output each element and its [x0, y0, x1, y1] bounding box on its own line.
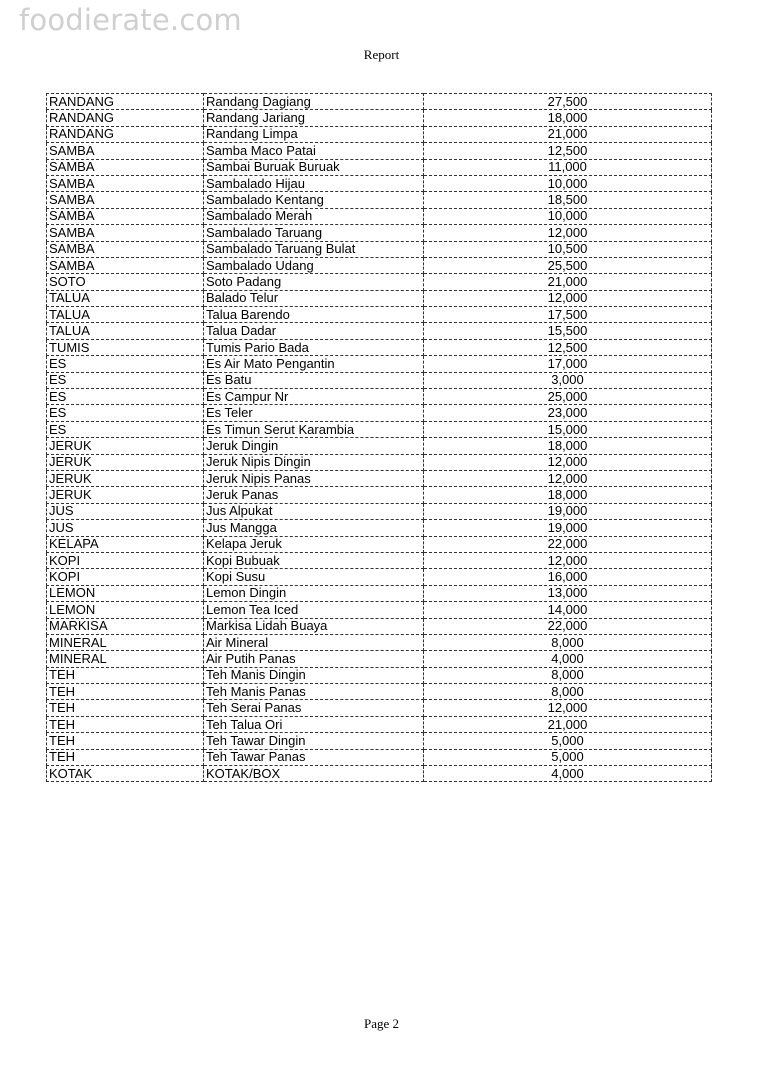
- price-cell: 10,000: [424, 175, 712, 191]
- table-row: [47, 684, 712, 700]
- item-name-cell: Sambai Buruak Buruak: [204, 159, 424, 175]
- category-cell: TALUA: [47, 323, 204, 339]
- category-cell: JERUK: [47, 487, 204, 503]
- item-name-cell: Jeruk Panas: [204, 487, 424, 503]
- item-name-cell: Es Timun Serut Karambia: [204, 421, 424, 437]
- table-row: [47, 274, 712, 290]
- item-name-cell: Talua Barendo: [204, 307, 424, 323]
- price-table: [46, 93, 712, 782]
- price-cell: 12,000: [424, 700, 712, 716]
- price-cell: 12,000: [424, 470, 712, 486]
- price-cell: 21,000: [424, 274, 712, 290]
- price-cell: 8,000: [424, 634, 712, 650]
- price-cell: 16,000: [424, 569, 712, 585]
- category-cell: KOPI: [47, 569, 204, 585]
- table-row: [47, 339, 712, 355]
- table-row: [47, 307, 712, 323]
- price-cell: 10,500: [424, 241, 712, 257]
- category-cell: ES: [47, 389, 204, 405]
- table-row: [47, 241, 712, 257]
- item-name-cell: Jeruk Nipis Dingin: [204, 454, 424, 470]
- item-name-cell: Lemon Dingin: [204, 585, 424, 601]
- item-name-cell: Teh Manis Panas: [204, 684, 424, 700]
- item-name-cell: Randang Jariang: [204, 110, 424, 126]
- table-row: [47, 602, 712, 618]
- category-cell: RANDANG: [47, 94, 204, 110]
- category-cell: JUS: [47, 520, 204, 536]
- category-cell: KELAPA: [47, 536, 204, 552]
- item-name-cell: Sambalado Merah: [204, 208, 424, 224]
- item-name-cell: Samba Maco Patai: [204, 143, 424, 159]
- price-cell: 12,000: [424, 225, 712, 241]
- table-row: [47, 290, 712, 306]
- item-name-cell: Jeruk Dingin: [204, 438, 424, 454]
- category-cell: LEMON: [47, 585, 204, 601]
- price-cell: 8,000: [424, 684, 712, 700]
- item-name-cell: Sambalado Kentang: [204, 192, 424, 208]
- table-row: [47, 733, 712, 749]
- item-name-cell: Sambalado Hijau: [204, 175, 424, 191]
- price-cell: 12,500: [424, 339, 712, 355]
- price-cell: 12,000: [424, 552, 712, 568]
- item-name-cell: Tumis Pario Bada: [204, 339, 424, 355]
- table-row: [47, 749, 712, 765]
- price-cell: 21,000: [424, 716, 712, 732]
- price-cell: 12,000: [424, 454, 712, 470]
- price-cell: 23,000: [424, 405, 712, 421]
- table-row: [47, 569, 712, 585]
- item-name-cell: Teh Serai Panas: [204, 700, 424, 716]
- price-cell: 25,500: [424, 257, 712, 273]
- category-cell: RANDANG: [47, 126, 204, 142]
- table-row: [47, 700, 712, 716]
- item-name-cell: Randang Limpa: [204, 126, 424, 142]
- category-cell: KOTAK: [47, 766, 204, 782]
- item-name-cell: Talua Dadar: [204, 323, 424, 339]
- table-row: [47, 438, 712, 454]
- item-name-cell: Jus Alpukat: [204, 503, 424, 519]
- table-row: [47, 421, 712, 437]
- page-title: Report: [363, 47, 400, 62]
- item-name-cell: Jus Mangga: [204, 520, 424, 536]
- table-row: [47, 175, 712, 191]
- category-cell: JERUK: [47, 470, 204, 486]
- item-name-cell: Teh Tawar Dingin: [204, 733, 424, 749]
- category-cell: KOPI: [47, 552, 204, 568]
- table-row: [47, 487, 712, 503]
- category-cell: ES: [47, 372, 204, 388]
- table-row: [47, 208, 712, 224]
- category-cell: TEH: [47, 700, 204, 716]
- item-name-cell: Jeruk Nipis Panas: [204, 470, 424, 486]
- price-cell: 25,000: [424, 389, 712, 405]
- category-cell: MINERAL: [47, 651, 204, 667]
- table-row: [47, 470, 712, 486]
- table-row: [47, 766, 712, 782]
- item-name-cell: KOTAK/BOX: [204, 766, 424, 782]
- table-row: [47, 618, 712, 634]
- page-number: Page 2: [363, 1016, 400, 1031]
- item-name-cell: Balado Telur: [204, 290, 424, 306]
- category-cell: JERUK: [47, 454, 204, 470]
- item-name-cell: Randang Dagiang: [204, 94, 424, 110]
- table-row: [47, 651, 712, 667]
- item-name-cell: Es Teler: [204, 405, 424, 421]
- table-row: [47, 634, 712, 650]
- price-cell: 5,000: [424, 749, 712, 765]
- table-row: [47, 159, 712, 175]
- table-row: [47, 536, 712, 552]
- table-row: [47, 143, 712, 159]
- item-name-cell: Soto Padang: [204, 274, 424, 290]
- table-row: [47, 520, 712, 536]
- table-row: [47, 716, 712, 732]
- price-cell: 8,000: [424, 667, 712, 683]
- price-cell: 5,000: [424, 733, 712, 749]
- price-cell: 11,000: [424, 159, 712, 175]
- table-row: [47, 126, 712, 142]
- price-cell: 22,000: [424, 618, 712, 634]
- price-cell: 10,000: [424, 208, 712, 224]
- table-row: [47, 323, 712, 339]
- category-cell: JERUK: [47, 438, 204, 454]
- price-cell: 18,000: [424, 110, 712, 126]
- category-cell: SAMBA: [47, 175, 204, 191]
- item-name-cell: Air Mineral: [204, 634, 424, 650]
- table-row: [47, 257, 712, 273]
- item-name-cell: Markisa Lidah Buaya: [204, 618, 424, 634]
- category-cell: TALUA: [47, 290, 204, 306]
- item-name-cell: Kopi Susu: [204, 569, 424, 585]
- table-row: [47, 389, 712, 405]
- category-cell: ES: [47, 421, 204, 437]
- category-cell: LEMON: [47, 602, 204, 618]
- table-row: [47, 552, 712, 568]
- table-row: [47, 405, 712, 421]
- category-cell: TEH: [47, 667, 204, 683]
- price-cell: 14,000: [424, 602, 712, 618]
- price-cell: 3,000: [424, 372, 712, 388]
- table-row: [47, 585, 712, 601]
- price-cell: 12,500: [424, 143, 712, 159]
- category-cell: SAMBA: [47, 143, 204, 159]
- category-cell: SAMBA: [47, 208, 204, 224]
- table-row: [47, 503, 712, 519]
- category-cell: ES: [47, 356, 204, 372]
- watermark-logo: foodierate.com: [19, 3, 242, 37]
- table-row: [47, 667, 712, 683]
- price-cell: 22,000: [424, 536, 712, 552]
- price-cell: 18,000: [424, 438, 712, 454]
- category-cell: TALUA: [47, 307, 204, 323]
- table-row: [47, 94, 712, 110]
- category-cell: SAMBA: [47, 159, 204, 175]
- price-cell: 17,500: [424, 307, 712, 323]
- category-cell: SAMBA: [47, 257, 204, 273]
- category-cell: MARKISA: [47, 618, 204, 634]
- table-row: [47, 192, 712, 208]
- price-cell: 18,500: [424, 192, 712, 208]
- category-cell: TEH: [47, 733, 204, 749]
- item-name-cell: Sambalado Taruang Bulat: [204, 241, 424, 257]
- price-cell: 15,000: [424, 421, 712, 437]
- table-row: [47, 454, 712, 470]
- table-row: [47, 372, 712, 388]
- category-cell: MINERAL: [47, 634, 204, 650]
- price-cell: 21,000: [424, 126, 712, 142]
- table-row: [47, 225, 712, 241]
- item-name-cell: Kelapa Jeruk: [204, 536, 424, 552]
- table-row: [47, 356, 712, 372]
- table-row: [47, 110, 712, 126]
- item-name-cell: Lemon Tea Iced: [204, 602, 424, 618]
- item-name-cell: Sambalado Taruang: [204, 225, 424, 241]
- table-body: [47, 94, 712, 782]
- item-name-cell: Es Batu: [204, 372, 424, 388]
- category-cell: SOTO: [47, 274, 204, 290]
- item-name-cell: Es Campur Nr: [204, 389, 424, 405]
- price-cell: 4,000: [424, 651, 712, 667]
- category-cell: RANDANG: [47, 110, 204, 126]
- category-cell: TEH: [47, 749, 204, 765]
- item-name-cell: Teh Manis Dingin: [204, 667, 424, 683]
- price-cell: 27,500: [424, 94, 712, 110]
- price-cell: 13,000: [424, 585, 712, 601]
- price-cell: 15,500: [424, 323, 712, 339]
- category-cell: TUMIS: [47, 339, 204, 355]
- price-cell: 19,000: [424, 520, 712, 536]
- item-name-cell: Sambalado Udang: [204, 257, 424, 273]
- category-cell: SAMBA: [47, 192, 204, 208]
- category-cell: TEH: [47, 684, 204, 700]
- category-cell: SAMBA: [47, 225, 204, 241]
- item-name-cell: Es Air Mato Pengantin: [204, 356, 424, 372]
- category-cell: SAMBA: [47, 241, 204, 257]
- price-cell: 4,000: [424, 766, 712, 782]
- price-cell: 18,000: [424, 487, 712, 503]
- category-cell: JUS: [47, 503, 204, 519]
- item-name-cell: Teh Tawar Panas: [204, 749, 424, 765]
- price-cell: 12,000: [424, 290, 712, 306]
- item-name-cell: Kopi Bubuak: [204, 552, 424, 568]
- price-cell: 19,000: [424, 503, 712, 519]
- item-name-cell: Air Putih Panas: [204, 651, 424, 667]
- category-cell: TEH: [47, 716, 204, 732]
- item-name-cell: Teh Talua Ori: [204, 716, 424, 732]
- category-cell: ES: [47, 405, 204, 421]
- price-cell: 17,000: [424, 356, 712, 372]
